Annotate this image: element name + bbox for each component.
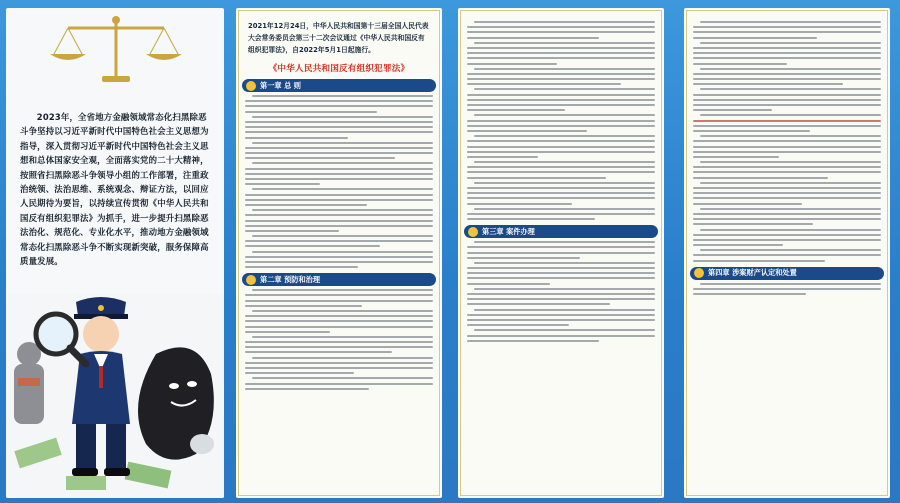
law-panel-2 <box>458 8 664 498</box>
chapter-4-title: 第四章 涉案财产认定和处置 <box>708 268 797 278</box>
masked-figure <box>14 342 44 424</box>
intro-panel <box>6 8 224 498</box>
chapter-2-title: 第二章 预防和治理 <box>260 274 321 284</box>
law-title: 《中华人民共和国反有组织犯罪法》 <box>268 64 410 74</box>
chapter-1-title: 第一章 总 则 <box>260 80 301 90</box>
intro-paragraph: 2023年，全省地方金融领域常态化扫黑除恶斗争坚持以习近平新时代中国特色社会主义思想为指导，深入贯彻习近平新时代中国特色社会主义思想和总体国家安全观，全面落实党的二十大精神，按照省扫黑除恶斗争领导小组的工作部署，注重政治统领、法治思维、系统观念、辩证方法，以回应人民期待为要旨，以持续宣传贯彻《中华人民共和国反有组织犯罪法》为抓手，进一步提升扫黑除恶法治化、规范化、专业化水平，推动地方金融领域常态化扫黑除恶斗争不断实现新突破，服务保障高质量发展。 <box>20 112 209 267</box>
law-header: 2021年12月24日，中华人民共和国第十三届全国人民代表大会常务委员会第三十二次会议通过《中华人民共和国反有组织犯罪法》，自2022年5月1日起施行。 <box>248 22 429 54</box>
scales-of-justice-icon <box>28 14 204 86</box>
law-panel-3 <box>684 8 890 498</box>
panel-frame <box>238 10 440 496</box>
illustration <box>6 294 224 498</box>
chapter-3-title: 第三章 案件办理 <box>482 226 535 236</box>
law-panel-1 <box>236 8 442 498</box>
